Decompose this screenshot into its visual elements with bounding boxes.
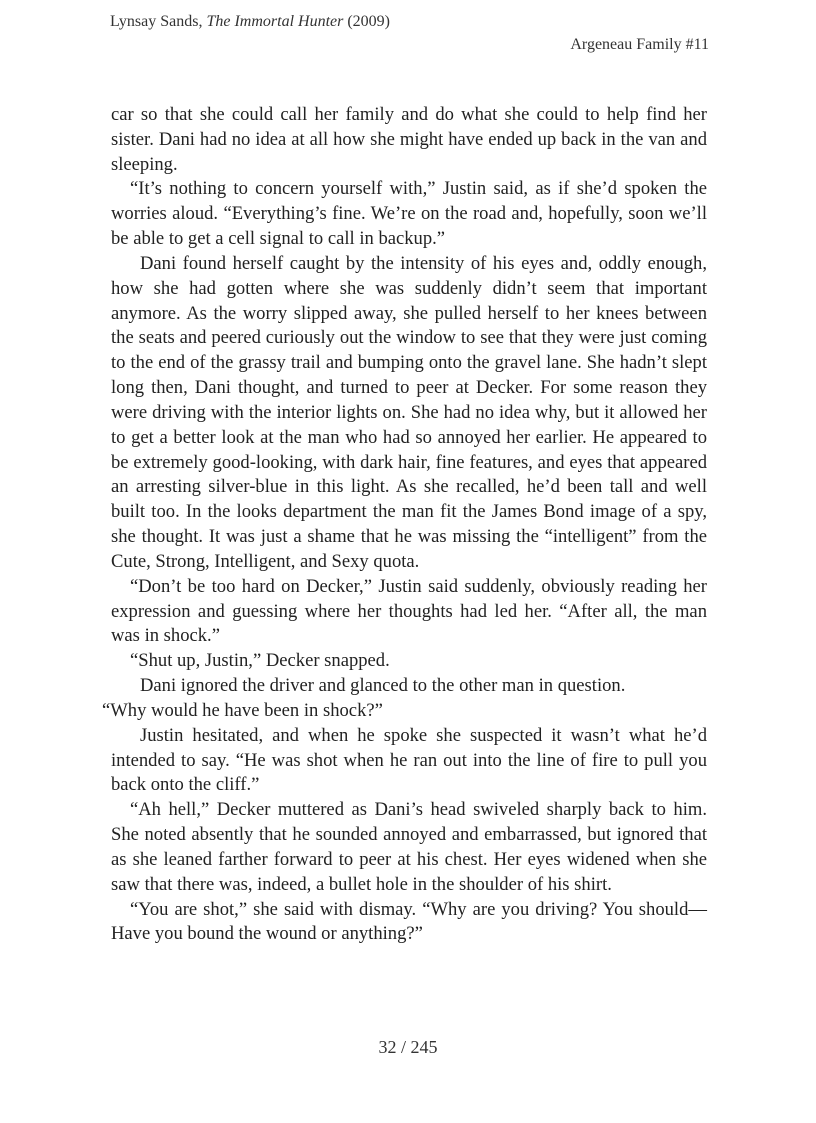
- page-body: [102, 103, 707, 947]
- header-author: Lynsay Sands,: [110, 13, 203, 30]
- paragraph: “It’s nothing to concern yourself with,” Justin said, as if she’d spoken the worries aloud. “Everything’s fine. We’re on the road and, hopefully, soon we’ll be able to get a cell signal to call in backup.”: [111, 178, 707, 250]
- page-number: 32 / 245: [378, 1037, 438, 1057]
- paragraph: “You are shot,” she said with dismay. “Why are you driving? You should—Have you bound the wound or anything?”: [111, 898, 707, 945]
- running-header-left: [110, 12, 390, 32]
- header-year: (2009): [347, 13, 390, 30]
- paragraph: “Don’t be too hard on Decker,” Justin said suddenly, obviously reading her expression and guessing where her thoughts had led her. “After all, the man was in shock.”: [111, 575, 707, 647]
- running-header-series: Argeneau Family #11: [570, 36, 709, 53]
- paragraph: “Why would he have been in shock?”: [102, 699, 383, 721]
- paragraph: “Shut up, Justin,” Decker snapped.: [130, 650, 390, 672]
- paragraph: Justin hesitated, and when he spoke she suspected it wasn’t what he’d intended to say. “He was shot when he ran out into the line of fire to pull you back onto the cliff.”: [111, 724, 707, 796]
- paragraph: car so that she could call her family and do what she could to help find her sister. Dani had no idea at all how she might have ended up back in the van and sleeping.: [111, 104, 707, 175]
- paragraph: Dani ignored the driver and glanced to the other man in question.: [140, 675, 626, 697]
- header-book-title: The Immortal Hunter: [206, 13, 344, 30]
- paragraph: “Ah hell,” Decker muttered as Dani’s head swiveled sharply back to him. She noted absently that he sounded annoyed and embarrassed, but ignored that as she leaned farther forward to peer at his chest. Her eyes widened when she saw that there was, indeed, a bullet hole in the shoulder of his shirt.: [111, 799, 707, 895]
- paragraph: Dani found herself caught by the intensity of his eyes and, oddly enough, how she had gotten where she was suddenly didn’t seem that important anymore. As the worry slipped away, she pulled herself to her knees between the seats and peered curiously out the window to see that they were just coming to the end of the grassy trail and bumping onto the gravel lane. She hadn’t slept long then, Dani thought, and turned to peer at Decker. For some reason they were driving with the interior lights on. She had no idea why, but it allowed her to get a better look at the man who had so annoyed her earlier. He appeared to be extremely good-looking, with dark hair, fine features, and eyes that appeared an arresting silver-blue in this light. As she recalled, he’d been tall and well built too. In the looks department the man fit the James Bond image of a spy, she thought. It was just a shame that he was missing the “intelligent” from the Cute, Strong, Intelligent, and Sexy quota.: [111, 252, 707, 572]
